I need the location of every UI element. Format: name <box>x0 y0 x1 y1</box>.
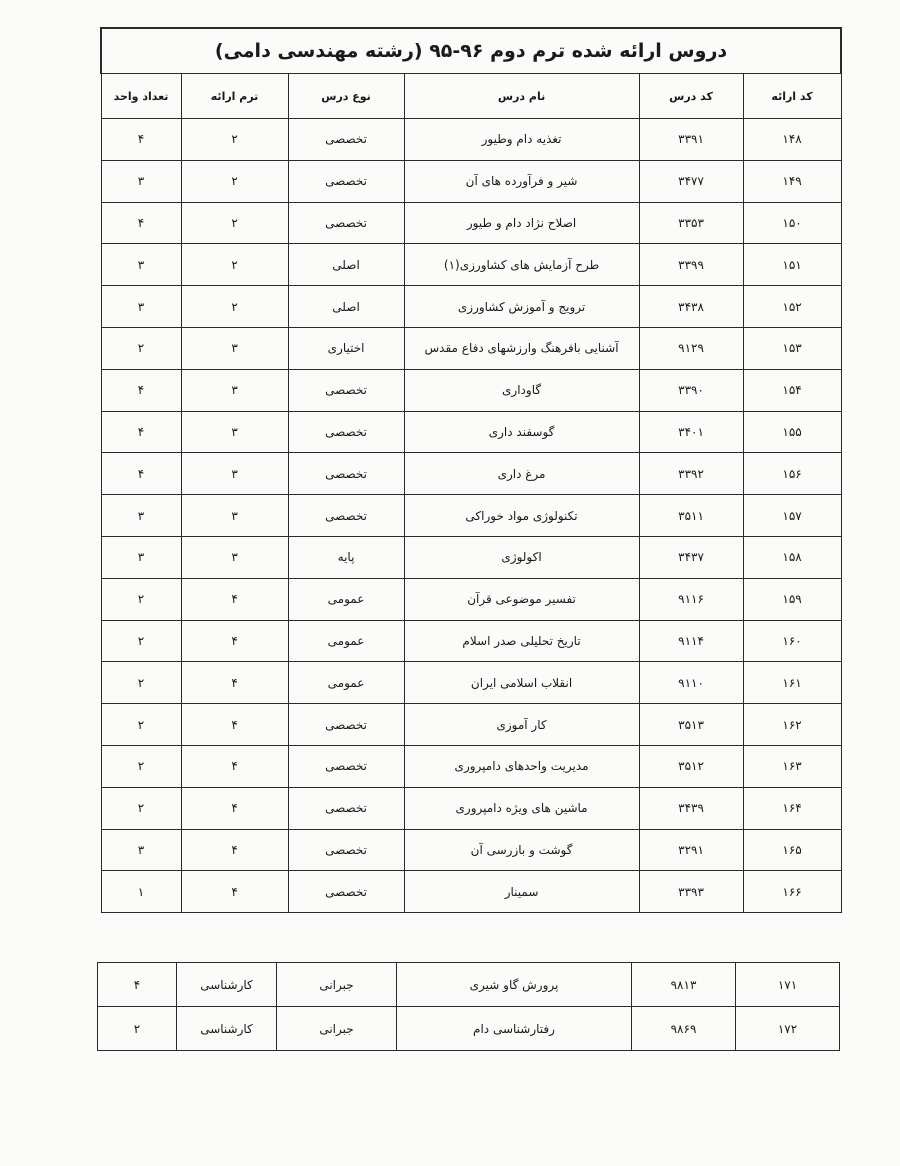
cell-course-code: ۳۳۹۹ <box>639 244 743 286</box>
cell-course-name: طرح آزمایش های کشاورزی(۱) <box>404 244 639 286</box>
cell-course-type: تخصصی <box>288 202 404 244</box>
cell-course-name: تکنولوژی مواد خوراکی <box>404 495 639 537</box>
table-row <box>101 244 841 286</box>
header-course-name: نام درس <box>404 74 639 119</box>
cell-course-name: گوشت و بازرسی آن <box>404 829 639 871</box>
page-title: دروس ارائه شده ترم دوم ۹۶-۹۵ (رشته مهندسی دامی) <box>101 28 841 74</box>
cell-course-name: ترویج و آموزش کشاورزی <box>404 286 639 328</box>
cell-course-name: پرورش گاو شیری <box>397 963 632 1007</box>
cell-units: ۴ <box>101 119 181 161</box>
table-row <box>101 620 841 662</box>
cell-course-code: ۳۵۱۳ <box>639 704 743 746</box>
cell-offer-code: ۱۶۵ <box>743 829 841 871</box>
cell-offer-term: کارشناسی <box>177 1007 277 1051</box>
cell-offer-code: ۱۶۶ <box>743 871 841 913</box>
cell-units: ۳ <box>101 536 181 578</box>
cell-offer-code: ۱۵۵ <box>743 411 841 453</box>
cell-course-type: جبرانی <box>277 1007 397 1051</box>
cell-offer-code: ۱۵۹ <box>743 578 841 620</box>
cell-units: ۲ <box>101 745 181 787</box>
table-row <box>101 495 841 537</box>
cell-course-name: تاریخ تحلیلی صدر اسلام <box>404 620 639 662</box>
table-row <box>101 453 841 495</box>
cell-offer-code: ۱۷۱ <box>736 963 840 1007</box>
cell-course-code: ۳۳۹۱ <box>639 119 743 161</box>
compensatory-table <box>97 962 840 1051</box>
cell-offer-term: ۴ <box>181 662 288 704</box>
cell-units: ۲ <box>101 704 181 746</box>
cell-course-type: تخصصی <box>288 745 404 787</box>
table-row <box>101 829 841 871</box>
cell-course-name: تفسیر موضوعی قرآن <box>404 578 639 620</box>
cell-units: ۴ <box>98 963 177 1007</box>
cell-offer-code: ۱۵۶ <box>743 453 841 495</box>
cell-course-type: پایه <box>288 536 404 578</box>
header-course-type: نوع درس <box>288 74 404 119</box>
cell-offer-term: ۳ <box>181 369 288 411</box>
cell-course-name: شیر و فرآورده های آن <box>404 160 639 202</box>
table-row <box>101 787 841 829</box>
cell-course-name: اصلاح نژاد دام و طیور <box>404 202 639 244</box>
cell-units: ۲ <box>101 327 181 369</box>
cell-course-type: تخصصی <box>288 453 404 495</box>
cell-course-code: ۳۴۷۷ <box>639 160 743 202</box>
cell-offer-term: ۴ <box>181 871 288 913</box>
cell-offer-code: ۱۶۰ <box>743 620 841 662</box>
cell-offer-code: ۱۶۱ <box>743 662 841 704</box>
cell-offer-term: ۲ <box>181 160 288 202</box>
table-row <box>101 536 841 578</box>
cell-course-type: عمومی <box>288 662 404 704</box>
cell-course-name: مرغ داری <box>404 453 639 495</box>
cell-offer-term: ۲ <box>181 286 288 328</box>
courses-table <box>100 27 842 913</box>
cell-course-name: آشنایی بافرهنگ وارزشهای دفاع مقدس <box>404 327 639 369</box>
cell-units: ۲ <box>101 662 181 704</box>
cell-course-name: اکولوژی <box>404 536 639 578</box>
cell-offer-code: ۱۵۲ <box>743 286 841 328</box>
cell-course-code: ۹۱۱۰ <box>639 662 743 704</box>
cell-course-code: ۳۴۳۷ <box>639 536 743 578</box>
cell-offer-term: ۴ <box>181 578 288 620</box>
cell-offer-code: ۱۷۲ <box>736 1007 840 1051</box>
cell-course-code: ۹۱۱۶ <box>639 578 743 620</box>
cell-units: ۱ <box>101 871 181 913</box>
table-row <box>101 411 841 453</box>
cell-offer-code: ۱۵۱ <box>743 244 841 286</box>
table-row <box>101 286 841 328</box>
table-row <box>101 160 841 202</box>
table-row <box>101 704 841 746</box>
cell-course-type: جبرانی <box>277 963 397 1007</box>
cell-units: ۳ <box>101 829 181 871</box>
cell-offer-term: ۴ <box>181 829 288 871</box>
cell-offer-code: ۱۴۸ <box>743 119 841 161</box>
cell-offer-code: ۱۵۷ <box>743 495 841 537</box>
table-row <box>101 369 841 411</box>
cell-units: ۴ <box>101 411 181 453</box>
cell-offer-term: ۳ <box>181 453 288 495</box>
cell-offer-term: ۳ <box>181 495 288 537</box>
cell-course-code: ۳۴۳۸ <box>639 286 743 328</box>
cell-offer-code: ۱۶۳ <box>743 745 841 787</box>
cell-course-name: ماشین های ویژه دامپروری <box>404 787 639 829</box>
cell-offer-term: ۳ <box>181 411 288 453</box>
cell-course-type: تخصصی <box>288 495 404 537</box>
cell-units: ۲ <box>101 578 181 620</box>
table-row <box>101 327 841 369</box>
cell-course-code: ۹۱۲۹ <box>639 327 743 369</box>
cell-course-name: مدیریت واحدهای دامپروری <box>404 745 639 787</box>
cell-offer-term: ۴ <box>181 787 288 829</box>
cell-units: ۳ <box>101 244 181 286</box>
cell-offer-code: ۱۶۴ <box>743 787 841 829</box>
cell-course-code: ۹۸۶۹ <box>632 1007 736 1051</box>
cell-course-type: اصلی <box>288 286 404 328</box>
cell-course-type: تخصصی <box>288 369 404 411</box>
cell-offer-term: ۳ <box>181 536 288 578</box>
cell-course-name: گاوداری <box>404 369 639 411</box>
cell-course-code: ۳۴۳۹ <box>639 787 743 829</box>
cell-course-name: سمینار <box>404 871 639 913</box>
cell-course-name: کار آموزی <box>404 704 639 746</box>
cell-offer-term: ۲ <box>181 119 288 161</box>
header-row <box>101 74 841 119</box>
cell-offer-term: ۲ <box>181 244 288 286</box>
cell-course-type: تخصصی <box>288 160 404 202</box>
cell-units: ۴ <box>101 369 181 411</box>
cell-course-code: ۳۳۹۰ <box>639 369 743 411</box>
cell-offer-term: ۲ <box>181 202 288 244</box>
cell-course-type: عمومی <box>288 620 404 662</box>
cell-units: ۴ <box>101 453 181 495</box>
cell-offer-term: ۳ <box>181 327 288 369</box>
cell-units: ۳ <box>101 286 181 328</box>
cell-offer-code: ۱۵۳ <box>743 327 841 369</box>
cell-course-type: تخصصی <box>288 829 404 871</box>
cell-units: ۳ <box>101 495 181 537</box>
cell-offer-term: ۴ <box>181 620 288 662</box>
compensatory-body <box>98 963 840 1051</box>
cell-course-code: ۹۱۱۴ <box>639 620 743 662</box>
compensatory-sheet <box>97 962 839 1051</box>
cell-course-code: ۳۵۱۱ <box>639 495 743 537</box>
cell-units: ۳ <box>101 160 181 202</box>
cell-units: ۲ <box>101 620 181 662</box>
courses-body <box>101 119 841 913</box>
cell-course-code: ۹۸۱۳ <box>632 963 736 1007</box>
cell-course-type: اصلی <box>288 244 404 286</box>
cell-offer-code: ۱۴۹ <box>743 160 841 202</box>
cell-course-code: ۳۳۵۳ <box>639 202 743 244</box>
cell-offer-term: ۴ <box>181 745 288 787</box>
cell-course-name: تغذیه دام وطیور <box>404 119 639 161</box>
cell-course-code: ۳۳۹۳ <box>639 871 743 913</box>
table-row <box>101 745 841 787</box>
cell-units: ۲ <box>98 1007 177 1051</box>
cell-units: ۲ <box>101 787 181 829</box>
table-row <box>101 662 841 704</box>
cell-offer-code: ۱۵۸ <box>743 536 841 578</box>
header-course-code: کد درس <box>639 74 743 119</box>
table-row <box>98 963 840 1007</box>
cell-offer-code: ۱۵۰ <box>743 202 841 244</box>
cell-course-type: تخصصی <box>288 704 404 746</box>
cell-course-code: ۳۵۱۲ <box>639 745 743 787</box>
table-row <box>101 202 841 244</box>
cell-course-type: تخصصی <box>288 871 404 913</box>
cell-offer-code: ۱۵۴ <box>743 369 841 411</box>
table-row <box>98 1007 840 1051</box>
cell-course-type: تخصصی <box>288 119 404 161</box>
cell-course-type: اختیاری <box>288 327 404 369</box>
cell-course-type: تخصصی <box>288 787 404 829</box>
cell-course-type: تخصصی <box>288 411 404 453</box>
table-row <box>101 578 841 620</box>
table-row <box>101 119 841 161</box>
header-units: تعداد واحد <box>101 74 181 119</box>
cell-course-code: ۳۲۹۱ <box>639 829 743 871</box>
cell-offer-term: ۴ <box>181 704 288 746</box>
cell-course-name: انقلاب اسلامی ایران <box>404 662 639 704</box>
table-row <box>101 871 841 913</box>
courses-sheet <box>100 27 840 913</box>
cell-course-type: عمومی <box>288 578 404 620</box>
cell-units: ۴ <box>101 202 181 244</box>
header-offer-term: ترم ارائه <box>181 74 288 119</box>
header-offer-code: کد ارائه <box>743 74 841 119</box>
cell-offer-term: کارشناسی <box>177 963 277 1007</box>
cell-course-name: رفتارشناسی دام <box>397 1007 632 1051</box>
cell-course-name: گوسفند داری <box>404 411 639 453</box>
cell-course-code: ۳۴۰۱ <box>639 411 743 453</box>
cell-offer-code: ۱۶۲ <box>743 704 841 746</box>
cell-course-code: ۳۳۹۲ <box>639 453 743 495</box>
